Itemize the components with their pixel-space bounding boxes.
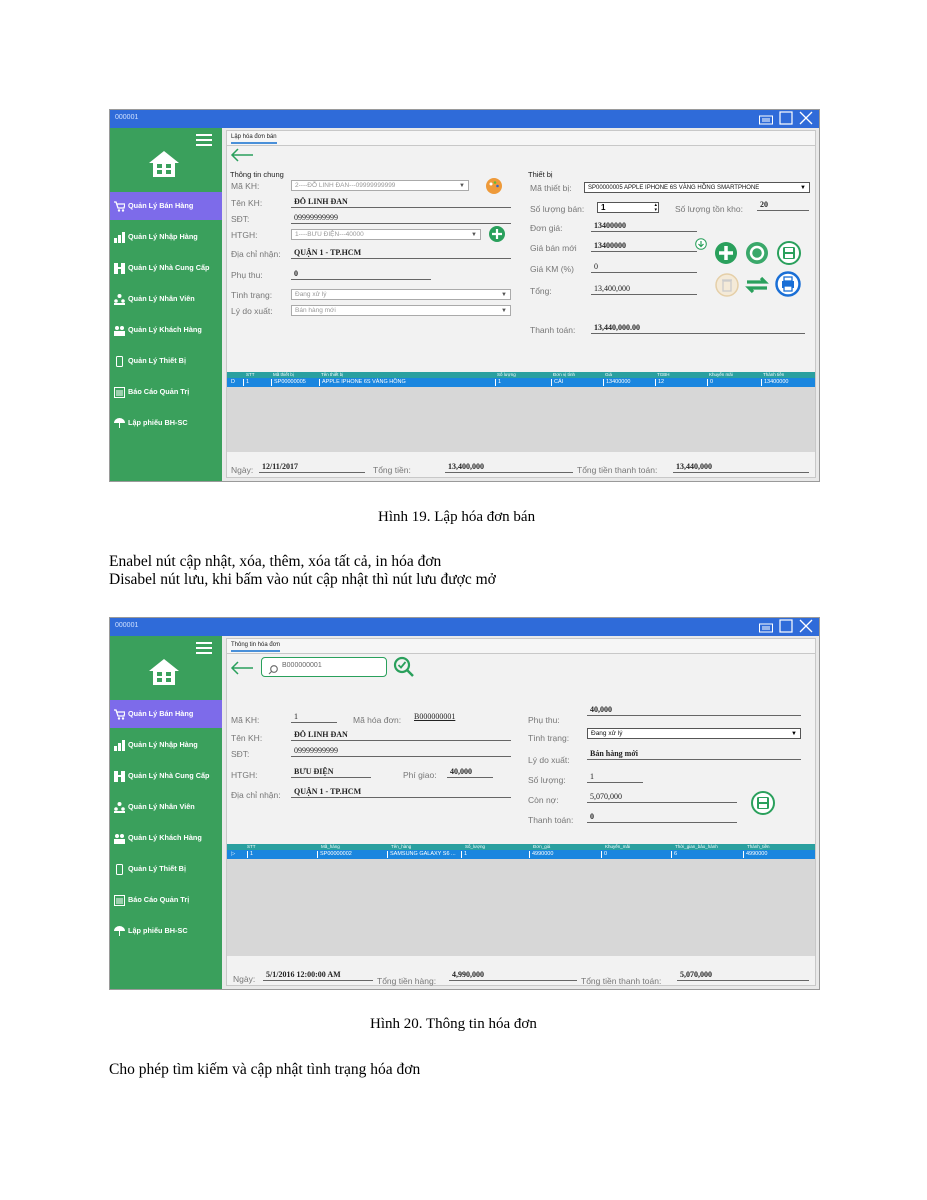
delete-icon[interactable]	[715, 273, 739, 302]
hamburger-menu-icon[interactable]	[196, 642, 212, 657]
device-id-combo[interactable]: SP00000005 APPLE IPHONE 6S VÀNG HỒNG SMARTPHONE ▼	[584, 182, 810, 193]
export-reason-label: Lý do xuất:	[528, 755, 570, 765]
status-combo[interactable]: Đang xử lý ▼	[587, 728, 801, 739]
sidebar-item-warranty[interactable]: Lập phiếu BH-SC	[110, 409, 222, 437]
delivery-fee-label: Phí giao:	[403, 770, 437, 780]
hamburger-menu-icon[interactable]	[196, 134, 212, 149]
maximize-icon[interactable]	[779, 111, 793, 130]
sidebar-item-sales[interactable]: Quản Lý Bán Hàng	[110, 192, 222, 220]
stock-label: Số lượng tồn kho:	[675, 204, 743, 214]
invoice-info-window	[109, 617, 820, 990]
search-box[interactable]	[261, 657, 387, 677]
status-combo[interactable]: Đang xử lý ▼	[291, 289, 511, 300]
total-goods-field: 4,990,000	[449, 970, 577, 981]
date-label: Ngày:	[231, 465, 254, 475]
sidebar	[110, 636, 222, 989]
export-reason-field: Bán hàng mới	[587, 749, 801, 760]
customer-id-field: 1	[291, 712, 337, 723]
surcharge-field: 40,000	[587, 705, 801, 716]
sidebar-item-customers[interactable]: Quản Lý Khách Hàng	[110, 824, 222, 852]
surcharge-field[interactable]: 0	[291, 269, 431, 280]
qty-sold-label: Số lượng bán:	[530, 204, 585, 214]
paragraph-line-2: Disabel nút lưu, khi bấm vào nút cập nhật thì nút lưu được mở	[109, 571, 496, 588]
keyboard-icon[interactable]	[759, 620, 773, 638]
chart-icon	[114, 232, 125, 243]
people-icon	[114, 802, 125, 813]
home-icon[interactable]	[148, 658, 180, 691]
total-money-label: Tổng tiền:	[373, 465, 411, 475]
phone-label: SĐT:	[231, 749, 250, 759]
report-icon	[114, 895, 125, 906]
customers-icon	[114, 833, 125, 844]
sidebar	[110, 128, 222, 481]
maximize-icon[interactable]	[779, 619, 793, 638]
address-field[interactable]: QUẬN 1 - TP.HCM	[291, 248, 511, 259]
surcharge-label: Phụ thu:	[231, 270, 263, 280]
sidebar-item-customers[interactable]: Quản Lý Khách Hàng	[110, 316, 222, 344]
total-money-field: 13,400,000	[445, 462, 573, 473]
discount-label: Giá KM (%)	[530, 264, 574, 274]
date-field: 12/11/2017	[259, 462, 365, 473]
total-payment-field: 13,440,000	[673, 462, 809, 473]
close-icon[interactable]	[799, 619, 813, 638]
export-reason-label: Lý do xuất:	[231, 306, 273, 316]
add-button[interactable]	[715, 242, 737, 264]
invoice-id-label: Mã hóa đơn:	[353, 715, 402, 725]
sidebar-item-sales[interactable]: Quản Lý Bán Hàng	[110, 700, 222, 728]
palette-icon[interactable]	[486, 178, 502, 199]
customer-id-label: Mã KH:	[231, 715, 260, 725]
unit-price-label: Đơn giá:	[530, 223, 563, 233]
add-delivery-icon[interactable]	[489, 226, 505, 247]
customers-icon	[114, 325, 125, 336]
sidebar-item-warranty[interactable]: Lập phiếu BH-SC	[110, 917, 222, 945]
date-label: Ngày:	[233, 974, 256, 984]
delivery-method-label: HTGH:	[231, 230, 258, 240]
save-icon[interactable]	[751, 791, 775, 820]
report-icon	[114, 387, 125, 398]
sidebar-item-devices[interactable]: Quản Lý Thiết Bị	[110, 347, 222, 375]
total-field: 13,400,000	[591, 284, 697, 295]
keyboard-icon[interactable]	[759, 112, 773, 130]
supplier-icon	[114, 771, 125, 782]
qty-sold-stepper[interactable]: 1 ▴ ▾	[597, 202, 659, 213]
umbrella-icon	[114, 418, 125, 429]
refresh-button[interactable]	[746, 242, 768, 264]
surcharge-label: Phụ thu:	[528, 715, 560, 725]
device-id-label: Mã thiết bị:	[530, 183, 572, 193]
customer-id-label: Mã KH:	[231, 181, 260, 191]
delivery-method-field: BƯU ĐIỆN	[291, 767, 371, 778]
new-price-label: Giá bán mới	[530, 243, 577, 253]
sidebar-item-import[interactable]: Quản Lý Nhập Hàng	[110, 223, 222, 251]
invoice-detail-grid	[227, 372, 815, 452]
chevron-down-icon: ▼	[459, 183, 465, 189]
export-reason-combo[interactable]: Bán hàng mới ▼	[291, 305, 511, 316]
invoice-id-field: B000000001	[414, 712, 456, 721]
main-panel	[226, 130, 816, 478]
paragraph-line-3: Cho phép tìm kiếm và cập nhật tình trạng hóa đơn	[109, 1061, 421, 1078]
payment-field: 13,440,000.00	[591, 323, 805, 334]
total-payment-label: Tổng tiền thanh toán:	[581, 976, 662, 986]
phone-field: 09999999999	[291, 746, 511, 757]
tab-lap-hoa-don-ban[interactable]: Lập hóa đơn bán	[231, 134, 277, 144]
total-goods-label: Tổng tiền hàng:	[377, 976, 437, 986]
address-field: QUẬN 1 - TP.HCM	[291, 787, 511, 798]
cart-icon	[114, 201, 125, 212]
section-general-info: Thông tin chung	[230, 170, 284, 179]
status-label: Tình trạng:	[231, 290, 273, 300]
search-check-icon[interactable]	[393, 656, 415, 683]
download-icon[interactable]	[695, 237, 707, 255]
sidebar-item-reports[interactable]: Báo Cáo Quản Trị	[110, 886, 222, 914]
phone-icon	[114, 356, 125, 367]
total-payment-label: Tổng tiền thanh toán:	[577, 465, 658, 475]
grid-header: STT Mã_hàng Tên_hàng Số_lượng Đơn_giá Khuyến_mãi Thời_gian_bảo_hành Thành_tiền	[227, 844, 815, 850]
update-icon[interactable]	[744, 273, 770, 302]
window-titlebar	[110, 618, 819, 636]
cart-icon	[114, 709, 125, 720]
sidebar-item-reports[interactable]: Báo Cáo Quản Trị	[110, 378, 222, 406]
search-icon	[268, 662, 278, 680]
stock-field: 20	[757, 200, 809, 211]
address-label: Địa chỉ nhận:	[231, 249, 281, 259]
sidebar-item-suppliers[interactable]: Quản Lý Nhà Cung Cấp	[110, 762, 222, 790]
tab-thong-tin-hoa-don[interactable]: Thông tin hóa đơn	[231, 642, 280, 652]
umbrella-icon	[114, 926, 125, 937]
supplier-icon	[114, 263, 125, 274]
caption-figure-20: Hình 20. Thông tin hóa đơn	[370, 1016, 537, 1032]
window-titlebar	[110, 110, 819, 128]
new-price-field[interactable]: 13400000	[591, 241, 697, 252]
quantity-field: 1	[587, 772, 643, 783]
payment-label[interactable]: Thanh toán:	[528, 815, 574, 825]
quantity-label: Số lượng:	[528, 775, 566, 785]
customer-id-combo[interactable]: 2----ĐỖ LINH ĐAN---09999999999 ▼	[291, 180, 469, 191]
paragraph-line-1: Enabel nút cập nhật, xóa, thêm, xóa tất cả, in hóa đơn	[109, 553, 442, 570]
caption-figure-19: Hình 19. Lập hóa đơn bán	[378, 509, 536, 525]
chart-icon	[114, 740, 125, 751]
phone-icon	[114, 864, 125, 875]
home-icon[interactable]	[148, 150, 180, 183]
grid-header: STT Mã thiết bị Tên thiết bị Số lượng Đơn vị tính Giá TGBH Khuyến mãi Thành tiền	[227, 372, 815, 378]
delivery-method-combo[interactable]: 1----BƯU ĐIỆN---40000 ▼	[291, 229, 481, 240]
people-icon	[114, 294, 125, 305]
search-input[interactable]: B000000001	[282, 662, 322, 669]
customer-name-field[interactable]: ĐỖ LINH ĐAN	[291, 197, 511, 208]
phone-field[interactable]: 09999999999	[291, 213, 511, 224]
sidebar-item-suppliers[interactable]: Quản Lý Nhà Cung Cấp	[110, 254, 222, 282]
sidebar-item-import[interactable]: Quản Lý Nhập Hàng	[110, 731, 222, 759]
main-panel	[226, 638, 816, 986]
section-device: Thiết bị	[528, 170, 553, 179]
back-arrow-icon[interactable]	[230, 661, 254, 680]
discount-field[interactable]: 0	[591, 262, 697, 273]
phone-label: SĐT:	[231, 214, 250, 224]
sidebar-item-staff[interactable]: Quản Lý Nhân Viên	[110, 285, 222, 313]
print-icon[interactable]	[775, 271, 801, 302]
window-title: 000001	[115, 114, 139, 121]
debt-field: 5,070,000	[587, 792, 737, 803]
delivery-fee-field: 40,000	[447, 767, 493, 778]
customer-name-label: Tên KH:	[231, 733, 263, 743]
window-title: 000001	[115, 622, 139, 629]
sidebar-item-devices[interactable]: Quản Lý Thiết Bị	[110, 855, 222, 883]
invoice-sale-window	[109, 109, 820, 482]
back-arrow-icon[interactable]	[230, 148, 254, 167]
payment-field[interactable]: 0	[587, 812, 737, 823]
debt-label: Còn nợ:	[528, 795, 559, 805]
payment-label: Thanh toán:	[530, 325, 576, 335]
save-icon[interactable]	[777, 241, 801, 270]
total-payment-field: 5,070,000	[677, 970, 809, 981]
customer-name-label: Tên KH:	[231, 198, 263, 208]
table-row[interactable]: ▷ 1 SP00000002 SAMSUNG GALAXY S6 ... 1 4990000 0 6 4990000	[227, 850, 815, 859]
close-icon[interactable]	[799, 111, 813, 130]
invoice-items-grid	[227, 844, 815, 956]
date-field: 5/1/2016 12:00:00 AM	[263, 970, 373, 981]
table-row[interactable]: D 1 SP00000005 APPLE IPHONE 6S VÀNG HỒNG 1 CÁI 13400000 12 0 13400000	[227, 378, 815, 387]
sidebar-item-staff[interactable]: Quản Lý Nhân Viên	[110, 793, 222, 821]
delivery-method-label: HTGH:	[231, 770, 258, 780]
total-label: Tổng:	[530, 286, 552, 296]
address-label: Địa chỉ nhận:	[231, 790, 281, 800]
status-label: Tình trạng:	[528, 733, 570, 743]
customer-name-field: ĐỖ LINH ĐAN	[291, 730, 511, 741]
unit-price-field: 13400000	[591, 221, 697, 232]
